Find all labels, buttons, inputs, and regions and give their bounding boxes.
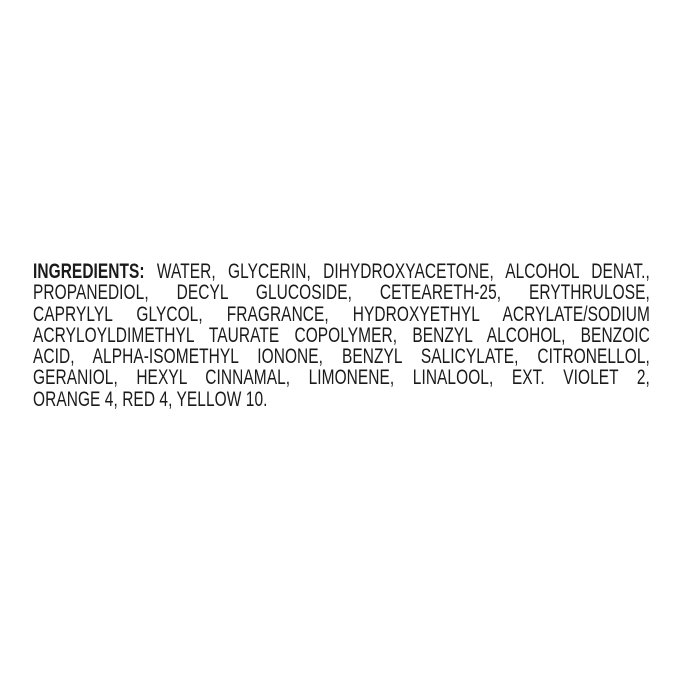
ingredients-line-1-text: WATER, GLYCERIN, DIHYDROXYACETONE, ALCOHOL DENAT., [156,259,650,283]
ingredients-heading: INGREDIENTS: [33,259,145,283]
ingredients-line-7: ORANGE 4, RED 4, YELLOW 10. [33,386,268,411]
ingredients-line-1 [33,261,650,282]
ingredients-line-4: ACRYLOYLDIMETHYL TAURATE COPOLYMER, BENZYL ALCOHOL, BENZOIC [33,322,650,347]
ingredients-line-5: ACID, ALPHA-ISOMETHYL IONONE, BENZYL SALICYLATE, CITRONELLOL, [33,344,650,369]
ingredients-line-6: GERANIOL, HEXYL CINNAMAL, LIMONENE, LINALOOL, EXT. VIOLET 2, [33,365,650,390]
ingredients-line-2: PROPANEDIOL, DECYL GLUCOSIDE, CETEARETH-25, ERYTHRULOSE, [33,280,650,305]
ingredients-line-3: CAPRYLYL GLYCOL, FRAGRANCE, HYDROXYETHYL ACRYLATE/SODIUM [33,301,650,326]
ingredients-panel [33,261,650,410]
